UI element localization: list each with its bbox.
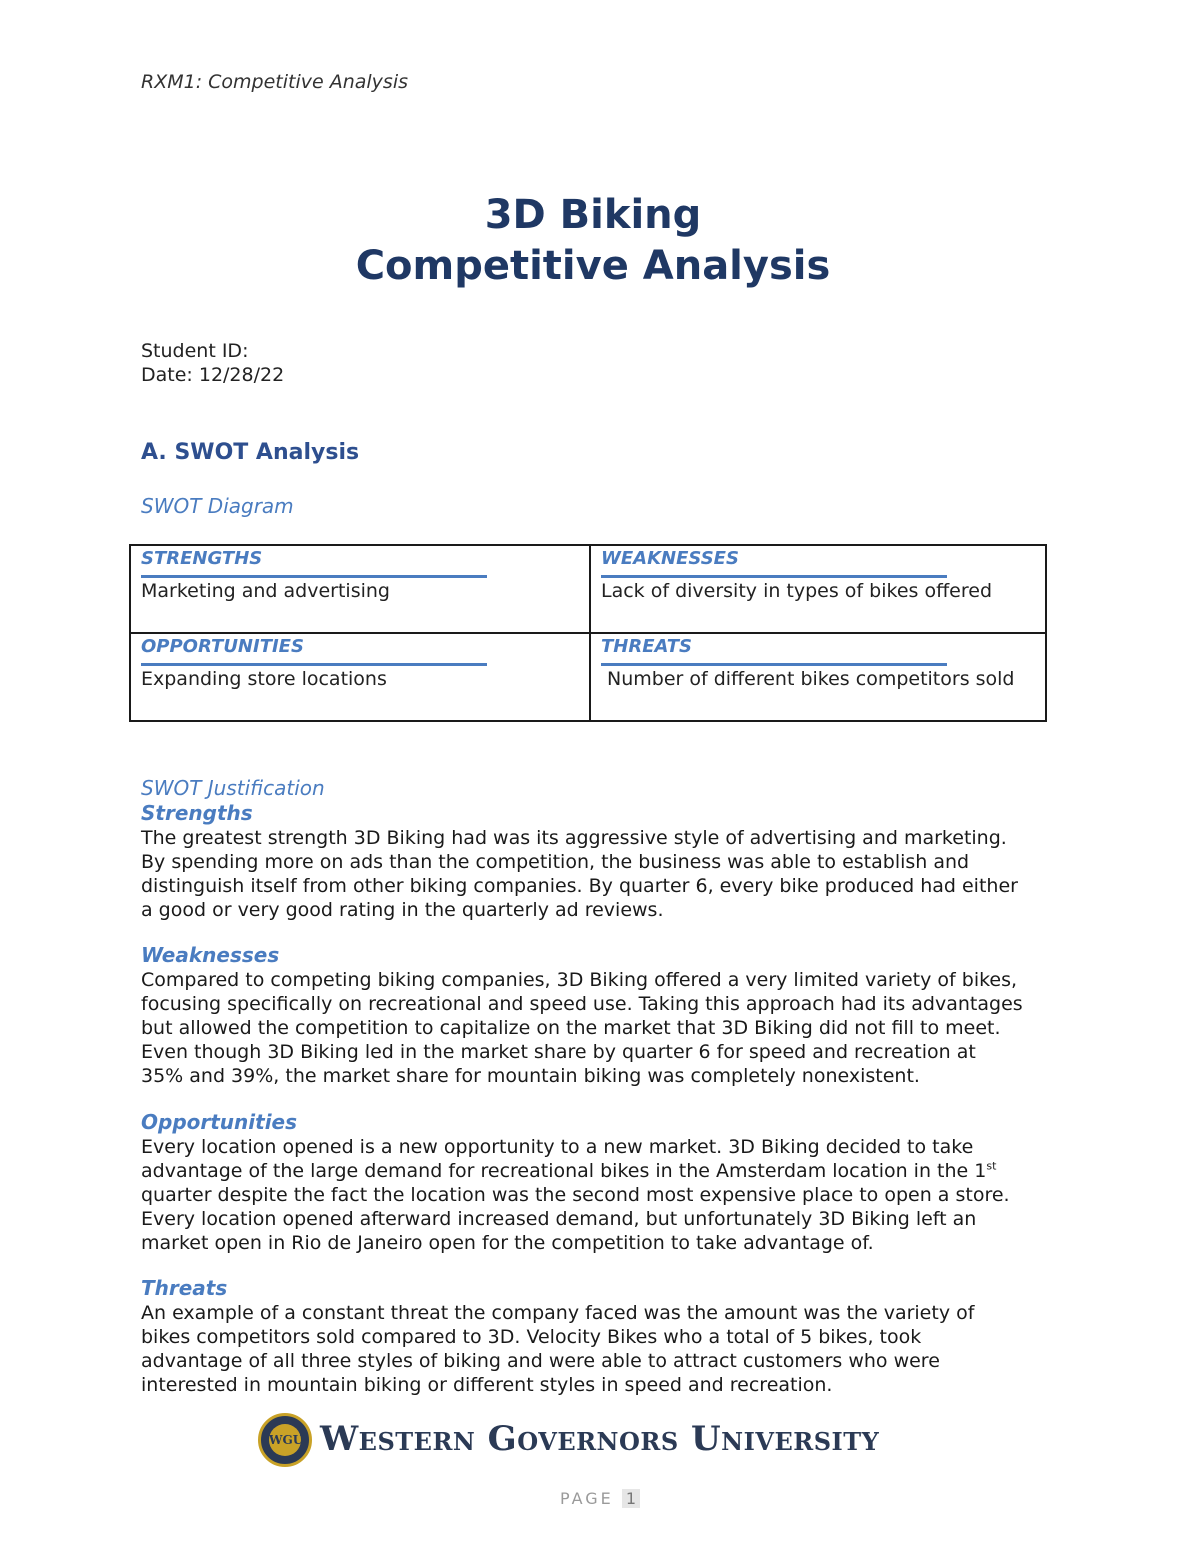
swot-cell-opportunities	[131, 634, 591, 720]
opportunities-line	[141, 1159, 1071, 1183]
strengths-line: a good or very good rating in the quarterly ad reviews.	[141, 899, 664, 921]
opportunities-line-text: advantage of the large demand for recreational bikes in the Amsterdam location in the 1	[141, 1160, 987, 1182]
swot-cell-weaknesses	[591, 546, 1045, 634]
weaknesses-line: focusing specifically on recreational and speed use. Taking this approach had its advantages	[141, 993, 1023, 1015]
opportunities-paragraph	[141, 1135, 1071, 1255]
document-title-line1: 3D Biking	[484, 192, 702, 238]
student-id-label: Student ID:	[141, 340, 249, 362]
swot-opportunities-text: Expanding store locations	[141, 668, 387, 690]
opportunities-line: Every location opened is a new opportunity to a new market. 3D Biking decided to take	[141, 1136, 974, 1158]
threats-line: An example of a constant threat the company faced was the amount was the variety of	[141, 1302, 975, 1324]
swot-weaknesses-text: Lack of diversity in types of bikes offered	[601, 580, 993, 602]
ordinal-suffix: st	[986, 1159, 997, 1173]
wgu-logo-text: Western Governors University	[320, 1419, 880, 1459]
swot-justification-label: SWOT Justification	[141, 776, 325, 800]
weaknesses-paragraph	[141, 968, 1071, 1088]
threats-heading: Threats	[141, 1276, 228, 1300]
swot-threats-label: THREATS	[601, 636, 947, 666]
swot-threats-text: Number of different bikes competitors sold	[607, 668, 1015, 690]
swot-opportunities-label: OPPORTUNITIES	[141, 636, 487, 666]
document-title-line2: Competitive Analysis	[355, 243, 831, 289]
opportunities-heading: Opportunities	[141, 1110, 298, 1134]
strengths-heading: Strengths	[141, 801, 253, 825]
opportunities-line: quarter despite the fact the location was the second most expensive place to open a store.	[141, 1184, 1010, 1206]
swot-cell-threats	[591, 634, 1045, 720]
swot-weaknesses-label: WEAKNESSES	[601, 548, 947, 578]
swot-strengths-text: Marketing and advertising	[141, 580, 390, 602]
date-label: Date: 12/28/22	[141, 364, 285, 386]
swot-strengths-label: STRENGTHS	[141, 548, 487, 578]
strengths-line: distinguish itself from other biking companies. By quarter 6, every bike produced had either	[141, 875, 1018, 897]
strengths-line: The greatest strength 3D Biking had was its aggressive style of advertising and marketing.	[141, 827, 1007, 849]
weaknesses-line: but allowed the competition to capitalize on the market that 3D Biking did not fill to meet.	[141, 1017, 1001, 1039]
page-label: PAGE	[559, 1489, 614, 1508]
swot-diagram-table	[129, 544, 1047, 722]
strengths-paragraph	[141, 826, 1071, 922]
strengths-line: By spending more on ads than the competition, the business was able to establish and	[141, 851, 970, 873]
threats-line: bikes competitors sold compared to 3D. Velocity Bikes who a total of 5 bikes, took	[141, 1326, 922, 1348]
weaknesses-line: Even though 3D Biking led in the market share by quarter 6 for speed and recreation at	[141, 1041, 976, 1063]
wgu-seal-icon	[258, 1413, 312, 1467]
page-footer	[0, 1489, 1200, 1508]
threats-paragraph	[141, 1301, 1071, 1397]
weaknesses-heading: Weaknesses	[141, 943, 280, 967]
opportunities-line: market open in Rio de Janeiro open for the competition to take advantage of.	[141, 1232, 874, 1254]
weaknesses-line: Compared to competing biking companies, 3D Biking offered a very limited variety of bikes,	[141, 969, 1018, 991]
section-heading: A. SWOT Analysis	[141, 440, 360, 465]
weaknesses-line: 35% and 39%, the market share for mountain biking was completely nonexistent.	[141, 1065, 920, 1087]
running-header: RXM1: Competitive Analysis	[141, 71, 409, 93]
threats-line: advantage of all three styles of biking and were able to attract customers who were	[141, 1350, 940, 1372]
swot-cell-strengths	[131, 546, 591, 634]
page-number: 1	[622, 1489, 640, 1508]
swot-diagram-label: SWOT Diagram	[141, 494, 294, 518]
opportunities-line: Every location opened afterward increased demand, but unfortunately 3D Biking left an	[141, 1208, 977, 1230]
wgu-seal-text: WGU	[269, 1424, 301, 1456]
threats-line: interested in mountain biking or different styles in speed and recreation.	[141, 1374, 833, 1396]
